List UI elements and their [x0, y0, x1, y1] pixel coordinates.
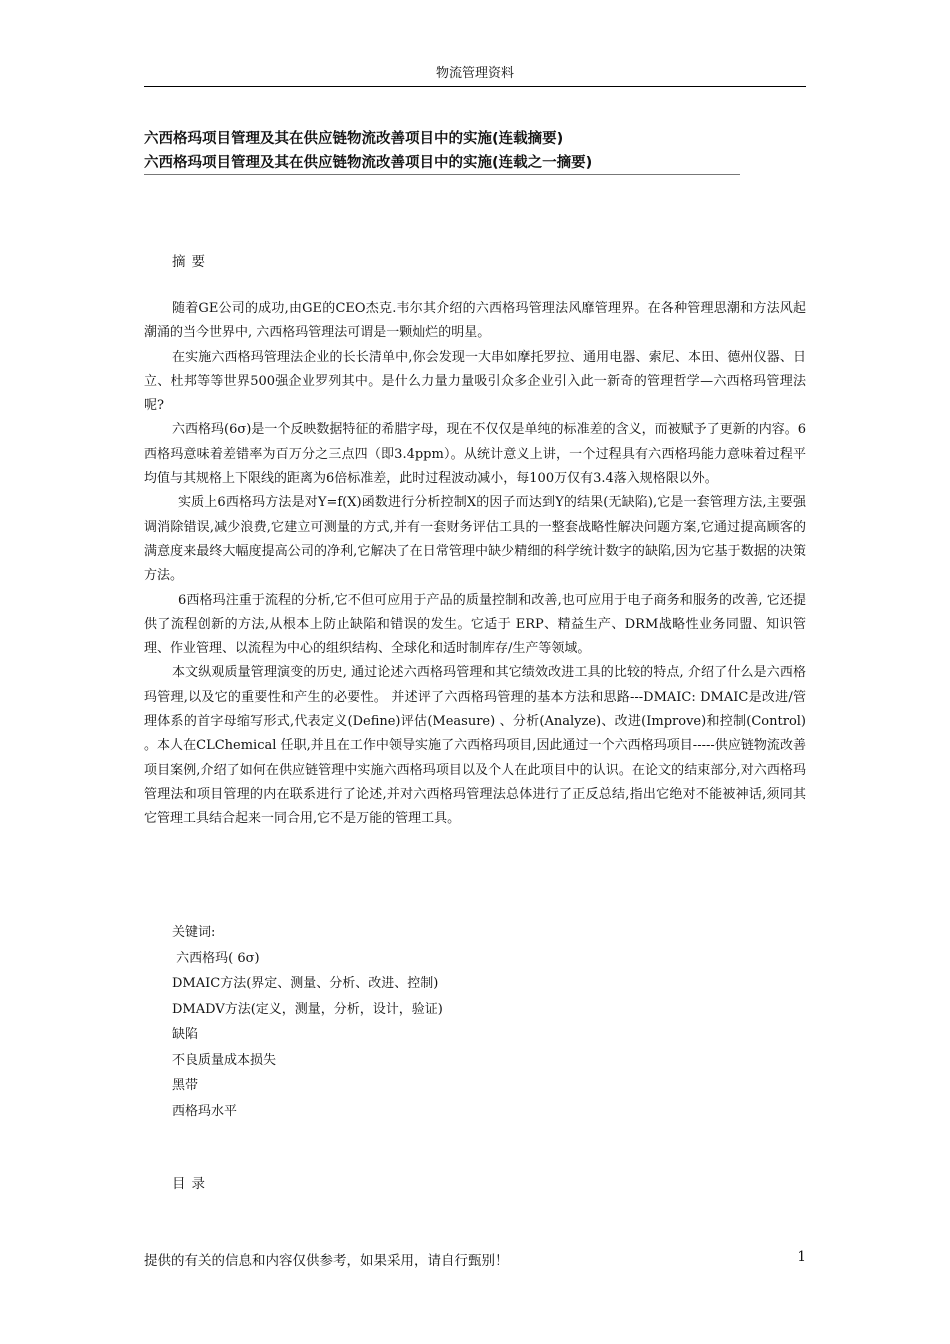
abstract-paragraph: 本文纵观质量管理演变的历史, 通过论述六西格玛管理和其它绩效改进工具的比较的特点, 介绍了什么是六西格玛管理,以及它的重要性和产生的必要性。 并述评了六西格玛管理的基本方法和思路---DMAIC: DMAIC是改进/管理体系的首字母缩写形式,代表定义(Define)评估(Measure) 、分析(Analyze)、改进(Improve)和控制(Control) 。本人在CLChemical 任职,并且在工作中领导实施了六西格玛项目,因此通过一个六西格玛项目-----供应链物流改善项目案例,介绍了如何在供应链管理中实施六西格玛项目以及个人在此项目中的认识。在论文的结束部分,对六西格玛管理法和项目管理的内在联系进行了论述,并对六西格玛管理法总体进行了正反总结,指出它绝对不能被神话,须同其它管理工具结合起来一同合用,它不是万能的管理工具。 [144, 665, 806, 827]
title-underline [144, 174, 740, 175]
document-subtitle: 六西格玛项目管理及其在供应链物流改善项目中的实施(连载之一摘要) [144, 155, 593, 171]
abstract-paragraph: 实质上6西格玛方法是对Y=f(X)函数进行分析控制X的因子而达到Y的结果(无缺陷),它是一套管理方法,主要强调消除错误,减少浪费,它建立可测量的方式,并有一套财务评估工具的一整套战略性解决问题方案,它通过提高顾客的满意度来最终大幅度提高公司的净利,它解决了在日常管理中缺少精细的科学统计数字的缺陷,因为它基于数据的决策方法。 [144, 495, 806, 584]
document-title: 六西格玛项目管理及其在供应链物流改善项目中的实施(连载摘要) [144, 131, 564, 147]
keyword-item: 西格玛水平 [172, 1103, 238, 1119]
abstract-paragraph: 随着GE公司的成功,由GE的CEO杰克.韦尔其介绍的六西格玛管理法风靡管理界。在各种管理思潮和方法风起潮涌的当今世界中, 六西格玛管理法可谓是一颗灿烂的明星。 [144, 301, 806, 341]
document-titles [144, 127, 744, 175]
keyword-item: DMAIC方法(界定、测量、分析、改进、控制) [172, 976, 439, 991]
page-header: 物流管理资料 [144, 64, 806, 87]
keywords-section [172, 920, 443, 1124]
abstract-paragraph: 在实施六西格玛管理法企业的长长清单中,你会发现一大串如摩托罗拉、通用电器、索尼、本田、德州仪器、日立、杜邦等等世界500强企业罗列其中。是什么力量力量吸引众多企业引入此一新奇的管理哲学—六西格玛管理法呢? [144, 349, 806, 414]
abstract-paragraph: 六西格玛(6σ)是一个反映数据特征的希腊字母，现在不仅仅是单纯的标准差的含义，而被赋予了更新的内容。6西格玛意味着差错率为百万分之三点四（即3.4ppm）。从统计意义上讲，一个过程具有六西格玛能力意味着过程平均值与其规格上下限线的距离为6倍标准差，此时过程波动减小，每100万仅有3.4落入规格限以外。 [144, 422, 806, 487]
keywords-label: 关键词: [172, 925, 216, 940]
abstract-paragraph: 6西格玛注重于流程的分析,它不但可应用于产品的质量控制和改善,也可应用于电子商务和服务的改善, 它还提供了流程创新的方法,从根本上防止缺陷和错误的发生。它适于 ERP、精益生产、DRM战略性业务同盟、知识管理、作业管理、以流程为中心的组织结构、全球化和适时制库存/生产等领域。 [144, 592, 806, 657]
page-number: 1 [797, 1249, 806, 1265]
keyword-item: 六西格玛( 6σ) [172, 950, 260, 966]
abstract-heading: 摘要 [172, 254, 211, 270]
footer-disclaimer: 提供的有关的信息和内容仅供参考，如果采用，请自行甄别！ [144, 1253, 509, 1269]
page-footer [144, 1249, 806, 1269]
toc-heading: 目录 [172, 1176, 211, 1192]
keyword-item: 缺陷 [172, 1027, 199, 1042]
keyword-item: DMADV方法(定义，测量，分析，设计，验证) [172, 1001, 443, 1017]
keyword-item: 黑带 [172, 1078, 199, 1093]
abstract-body [144, 297, 806, 832]
keyword-item: 不良质量成本损失 [172, 1052, 277, 1068]
